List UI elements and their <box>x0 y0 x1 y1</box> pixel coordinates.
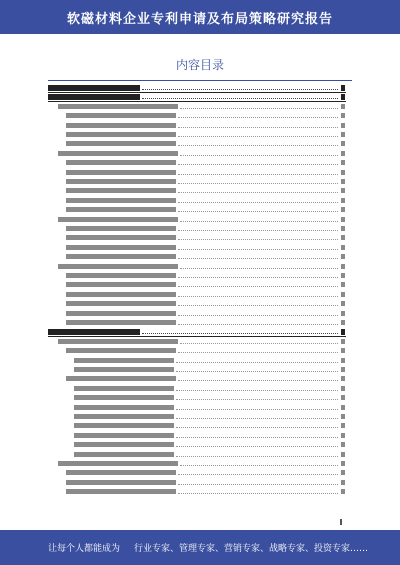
toc-entry[interactable] <box>66 319 346 327</box>
toc-entry-leader <box>178 305 338 306</box>
toc-entry-page <box>341 104 345 109</box>
toc-entry[interactable] <box>66 488 346 496</box>
toc-entry-title <box>66 320 176 325</box>
toc-entry-title <box>66 376 176 381</box>
toc-entry-leader <box>176 446 338 447</box>
toc-heading: 内容目录 <box>175 58 224 72</box>
toc-entry-leader <box>178 258 338 259</box>
toc-entry-title <box>58 461 178 466</box>
toc-entry[interactable] <box>66 479 346 487</box>
toc-entry-title <box>66 348 176 353</box>
toc-entry-leader <box>142 333 338 334</box>
toc-entry-title <box>66 160 176 165</box>
toc-entry-page <box>341 405 345 410</box>
report-title: 软磁材料企业专利申请及布局策略研究报告 <box>66 12 333 27</box>
toc-entry-leader <box>180 343 338 344</box>
toc-entry-page <box>341 170 345 175</box>
toc-entry[interactable] <box>58 263 346 271</box>
toc-entry-page <box>341 264 345 269</box>
toc-entry-page <box>341 367 345 372</box>
toc-entry-leader <box>178 192 338 193</box>
toc-entry-leader <box>178 324 338 325</box>
toc-entry[interactable] <box>74 366 346 374</box>
toc-entry-title <box>66 179 176 184</box>
toc-entry-page <box>341 461 345 466</box>
toc-entry-title <box>58 104 178 109</box>
toc-entry[interactable] <box>66 469 346 477</box>
toc-entry-title <box>74 367 174 372</box>
toc-entry-leader <box>178 145 338 146</box>
toc-entry-leader <box>178 484 338 485</box>
toc-entry-title <box>74 358 174 363</box>
toc-entry-page <box>341 85 345 91</box>
toc-entry[interactable] <box>66 131 346 139</box>
toc-entry[interactable] <box>66 197 346 205</box>
toc-entry-title <box>66 292 176 297</box>
toc-entry-title <box>66 254 176 259</box>
toc-entry-page <box>341 339 345 344</box>
toc-entry-title <box>66 489 176 494</box>
toc-entry-title <box>66 113 176 118</box>
toc-entry[interactable] <box>74 357 346 365</box>
toc-entry-leader <box>178 286 338 287</box>
toc-entry-page <box>341 358 345 363</box>
toc-entry-title <box>48 85 140 91</box>
toc-entry-page <box>341 207 345 212</box>
toc-entry-page <box>341 329 345 335</box>
toc-entry-title <box>66 188 176 193</box>
toc-entry[interactable] <box>74 394 346 402</box>
toc-entry-title <box>66 132 176 137</box>
toc-entry-title <box>58 151 178 156</box>
toc-entry[interactable] <box>74 441 346 449</box>
toc-entry-title <box>74 442 174 447</box>
toc-entry-title <box>74 414 174 419</box>
toc-entry-leader <box>142 98 338 99</box>
toc-entry[interactable] <box>66 253 346 261</box>
toc-entry-leader <box>178 183 338 184</box>
toc-entry-leader <box>178 352 338 353</box>
toc-entry-title <box>74 452 174 457</box>
toc-entry-leader <box>178 315 338 316</box>
toc-entry-page <box>341 386 345 391</box>
toc-entry-title <box>66 245 176 250</box>
toc-entry[interactable] <box>66 178 346 186</box>
toc-entry-page <box>341 273 345 278</box>
toc-entry-title <box>74 395 174 400</box>
toc-entry-title <box>58 339 178 344</box>
toc-entry[interactable] <box>66 281 346 289</box>
toc-entry-leader <box>176 437 338 438</box>
page-number-mark <box>338 519 344 525</box>
toc-entry-title <box>66 470 176 475</box>
toc-entry[interactable] <box>58 338 346 346</box>
toc-entry-title <box>66 480 176 485</box>
toc-entry[interactable] <box>66 272 346 280</box>
toc-entry-page <box>341 226 345 231</box>
toc-entry-leader <box>180 268 338 269</box>
toc-entry[interactable] <box>48 328 346 336</box>
toc-entry[interactable] <box>58 150 346 158</box>
toc-entry-page <box>341 282 345 287</box>
toc-entry-page <box>341 151 345 156</box>
toc-entry-title <box>66 226 176 231</box>
toc-entry-page <box>341 217 345 222</box>
toc-entry-leader <box>178 277 338 278</box>
toc-entry[interactable] <box>58 103 346 111</box>
toc-entry-title <box>66 123 176 128</box>
toc-entry-leader <box>180 155 338 156</box>
toc-entry-page <box>341 433 345 438</box>
toc-entry-page <box>341 245 345 250</box>
toc-entry-page <box>341 423 345 428</box>
toc-entry-leader <box>178 202 338 203</box>
toc-entry-leader <box>178 164 338 165</box>
toc-entry-leader <box>180 221 338 222</box>
toc-entry[interactable] <box>74 422 346 430</box>
toc-entry-page <box>341 235 345 240</box>
toc-entry-leader <box>176 427 338 428</box>
toc-entry-leader <box>142 89 338 90</box>
toc-entry-leader <box>176 390 338 391</box>
toc-entry-page <box>341 470 345 475</box>
toc-entry-page <box>341 94 345 100</box>
toc-entry[interactable] <box>66 225 346 233</box>
toc-entry-page <box>341 132 345 137</box>
toc-entry-page <box>341 452 345 457</box>
toc-entry-title <box>66 273 176 278</box>
toc-entry-page <box>341 292 345 297</box>
toc-entry-page <box>341 442 345 447</box>
toc-heading-rule <box>48 80 352 81</box>
toc-entry[interactable] <box>58 460 346 468</box>
toc-entry-leader <box>178 474 338 475</box>
toc-entry-leader <box>178 249 338 250</box>
toc-entry-page <box>341 123 345 128</box>
toc-entry[interactable] <box>74 404 346 412</box>
toc-entry-title <box>66 198 176 203</box>
toc-entry[interactable] <box>74 413 346 421</box>
toc-entry[interactable] <box>66 122 346 130</box>
toc-entry-page <box>341 179 345 184</box>
toc-entry-title <box>66 282 176 287</box>
toc-entry[interactable] <box>66 291 346 299</box>
toc-entry-leader <box>178 117 338 118</box>
toc-entry-leader <box>178 127 338 128</box>
toc-entry[interactable] <box>66 140 346 148</box>
toc-entry-title <box>66 311 176 316</box>
toc-entry-page <box>341 480 345 485</box>
toc-entry[interactable] <box>66 169 346 177</box>
toc-entry-page <box>341 395 345 400</box>
toc-entry-leader <box>178 230 338 231</box>
toc-entry-page <box>341 254 345 259</box>
toc-entry-leader <box>178 239 338 240</box>
toc-entry-page <box>341 376 345 381</box>
toc-entry-page <box>341 320 345 325</box>
toc-entry-title <box>66 170 176 175</box>
toc-entry-leader <box>178 380 338 381</box>
toc-entry-leader <box>178 493 338 494</box>
toc-entry[interactable] <box>66 159 346 167</box>
toc-entry-page <box>341 348 345 353</box>
toc-entry-title <box>66 207 176 212</box>
toc-entry-leader <box>178 211 338 212</box>
toc-entry-title <box>58 217 178 222</box>
toc-entry[interactable] <box>48 93 346 101</box>
toc-entry[interactable] <box>66 310 346 318</box>
footer-slogan: 让每个人都能成为 <box>48 544 121 554</box>
toc-entry[interactable] <box>66 300 346 308</box>
toc-entry-leader <box>178 296 338 297</box>
toc-entry-leader <box>176 418 338 419</box>
toc-entry-leader <box>178 136 338 137</box>
toc-entry-leader <box>178 174 338 175</box>
toc-entry[interactable] <box>66 187 346 195</box>
toc-entry[interactable] <box>58 216 346 224</box>
page-number <box>338 510 344 516</box>
toc-entry-title <box>74 423 174 428</box>
toc-entry[interactable] <box>66 347 346 355</box>
toc-entry-title <box>48 329 140 335</box>
toc-entry[interactable] <box>66 112 346 120</box>
toc-entry-title <box>48 94 140 100</box>
toc-entry-title <box>74 386 174 391</box>
toc-entry[interactable] <box>74 451 346 459</box>
toc-entry-leader <box>180 108 338 109</box>
toc-entry[interactable] <box>74 385 346 393</box>
toc-entry[interactable] <box>74 432 346 440</box>
toc-entry[interactable] <box>66 234 346 242</box>
toc-entry-page <box>341 311 345 316</box>
toc-entry[interactable] <box>66 244 346 252</box>
toc-entry-leader <box>180 465 338 466</box>
toc-entry[interactable] <box>66 375 346 383</box>
toc-entry-leader <box>176 371 338 372</box>
toc-entry-leader <box>176 399 338 400</box>
toc-entry-page <box>341 160 345 165</box>
toc-list <box>0 84 400 504</box>
toc-entry-page <box>341 198 345 203</box>
toc-entry-leader <box>176 409 338 410</box>
toc-entry-title <box>66 141 176 146</box>
toc-entry-page <box>341 414 345 419</box>
toc-entry-page <box>341 141 345 146</box>
toc-entry-page <box>341 188 345 193</box>
footer-expert-list: 行业专家、管理专家、营销专家、战略专家、投资专家…… <box>134 544 369 554</box>
toc-entry-leader <box>176 362 338 363</box>
toc-entry-title <box>74 405 174 410</box>
toc-entry[interactable] <box>48 84 346 92</box>
toc-entry-page <box>341 113 345 118</box>
toc-entry-page <box>341 301 345 306</box>
toc-entry-title <box>66 301 176 306</box>
toc-entry[interactable] <box>66 206 346 214</box>
toc-entry-title <box>58 264 178 269</box>
toc-entry-title <box>66 235 176 240</box>
toc-entry-leader <box>176 456 338 457</box>
toc-entry-title <box>74 433 174 438</box>
toc-entry-page <box>341 489 345 494</box>
